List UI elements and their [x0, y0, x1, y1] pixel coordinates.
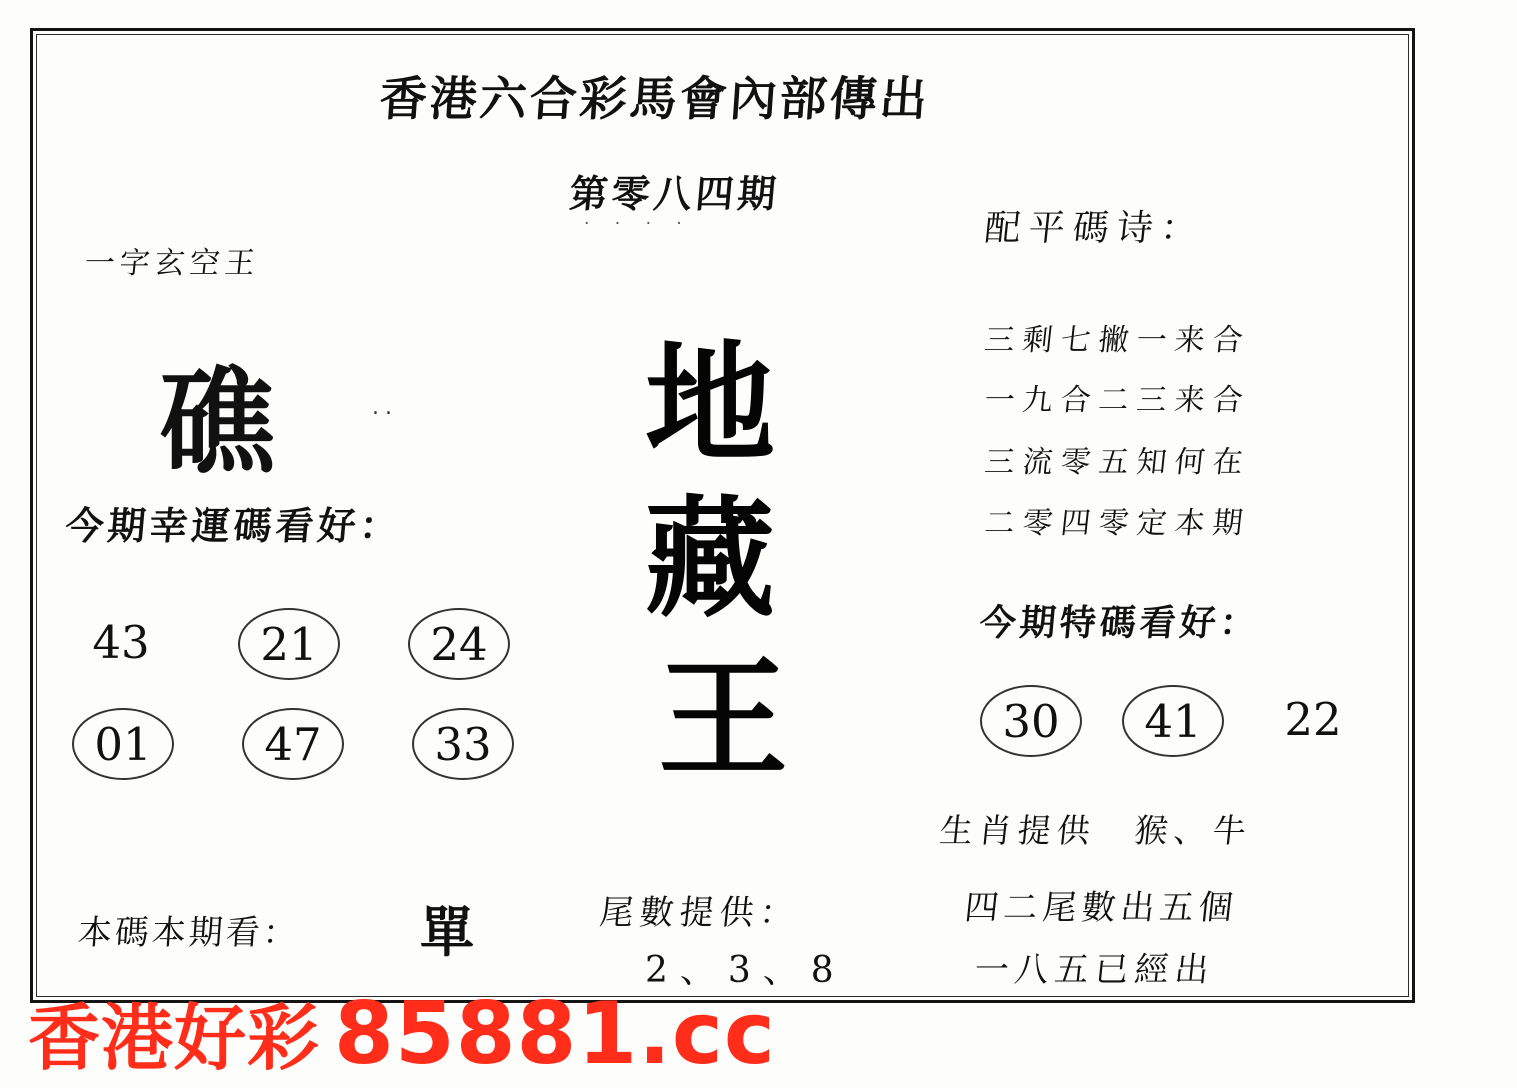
poem-line: 三流零五知何在 [982, 445, 1253, 480]
featured-character: 礁 [160, 355, 276, 490]
watermark-domain: 85881.cc [334, 984, 776, 1084]
bottom-note-line-1: 四二尾數出五個 [962, 888, 1240, 928]
tail-numbers-value: 2、3、8 [645, 950, 846, 991]
center-character-3: 王 [658, 642, 789, 795]
issue-underline-dots: · · · · [584, 214, 692, 234]
main-code-value: 單 [420, 900, 474, 964]
special-number: 41 [1122, 685, 1224, 757]
watermark [28, 980, 776, 1084]
poem-title: 配平碼诗： [982, 208, 1207, 249]
poem-line: 一九合二三来合 [982, 383, 1253, 418]
page-title: 香港六合彩馬會內部傳出 [377, 72, 932, 127]
lucky-number: 47 [242, 708, 344, 780]
center-character-1: 地 [645, 327, 776, 480]
lucky-number: 01 [72, 708, 174, 780]
lucky-numbers-row [72, 608, 542, 680]
special-number: 30 [980, 685, 1082, 757]
special-numbers-row [980, 685, 1362, 757]
lucky-numbers-row [72, 708, 542, 780]
tail-numbers-label: 尾數提供： [597, 893, 802, 933]
watermark-text: 香港好彩 [28, 996, 321, 1080]
lucky-numbers-grid [72, 608, 542, 808]
left-section-label: 一字玄空王 [82, 246, 262, 281]
lucky-number: 33 [412, 708, 514, 780]
zodiac-hint: 生肖提供 猴、牛 [937, 811, 1254, 850]
bottom-note-line-2: 一八五已經出 [972, 950, 1217, 990]
lucky-number: 21 [238, 608, 340, 680]
poem-line: 二零四零定本期 [982, 506, 1253, 541]
special-number: 22 [1284, 692, 1342, 746]
featured-character-dots: .. [372, 395, 398, 420]
lucky-numbers-label: 今期幸運碼看好： [63, 503, 404, 548]
lucky-number: 43 [92, 615, 150, 669]
special-numbers-label: 今期特碼看好： [977, 602, 1262, 644]
issue-number: 第零八四期 [567, 171, 782, 216]
center-character-2: 藏 [645, 482, 776, 635]
poem-line: 三剩七撇一来合 [982, 323, 1253, 358]
main-code-label: 本碼本期看： [76, 913, 302, 953]
lucky-number: 24 [408, 608, 510, 680]
